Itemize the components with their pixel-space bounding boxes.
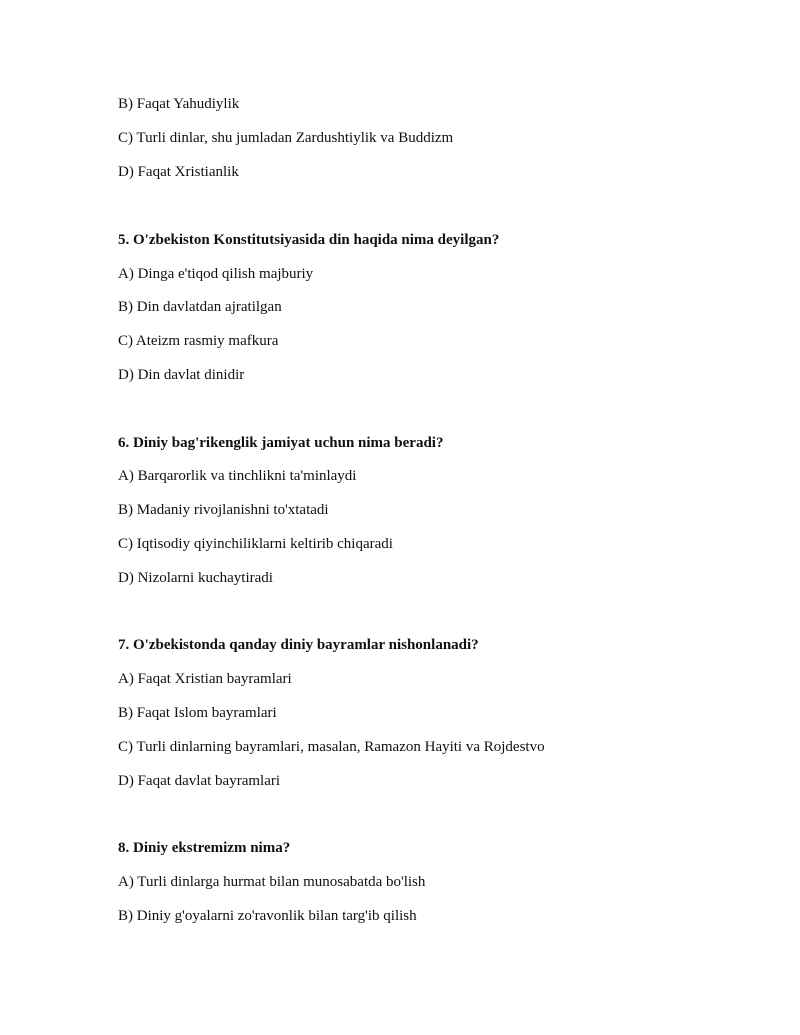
question-7-title: 7. O'zbekistonda qanday diniy bayramlar nishonlanadi?	[118, 637, 479, 653]
question-7-option-c: C) Turli dinlarning bayramlari, masalan, Ramazon Hayiti va Rojdestvo	[118, 739, 545, 755]
question-5-option-b: B) Din davlatdan ajratilgan	[118, 299, 282, 315]
question-8-title: 8. Diniy ekstremizm nima?	[118, 840, 291, 856]
question-5-title: 5. O'zbekiston Konstitutsiyasida din haqida nima deyilgan?	[118, 232, 500, 248]
question-5-option-a: A) Dinga e'tiqod qilish majburiy	[118, 266, 314, 282]
question-8-option-a: A) Turli dinlarga hurmat bilan munosabatda bo'lish	[118, 874, 426, 890]
question-8-option-b: B) Diniy g'oyalarni zo'ravonlik bilan targ'ib qilish	[118, 908, 417, 924]
question-5-option-d: D) Din davlat dinidir	[118, 367, 245, 383]
question-6-option-b: B) Madaniy rivojlanishni to'xtatadi	[118, 502, 329, 518]
question-6-option-d: D) Nizolarni kuchaytiradi	[118, 570, 273, 586]
question-7-option-b: B) Faqat Islom bayramlari	[118, 705, 277, 721]
question-7-option-a: A) Faqat Xristian bayramlari	[118, 671, 292, 687]
question-5-option-c: C) Ateizm rasmiy mafkura	[118, 333, 279, 349]
question-6-option-c: C) Iqtisodiy qiyinchiliklarni keltirib chiqaradi	[118, 536, 393, 552]
option-prev-c: C) Turli dinlar, shu jumladan Zardushtiylik va Buddizm	[118, 130, 454, 146]
option-prev-d: D) Faqat Xristianlik	[118, 164, 239, 180]
question-6-option-a: A) Barqarorlik va tinchlikni ta'minlaydi	[118, 468, 357, 484]
option-prev-b: B) Faqat Yahudiylik	[118, 96, 240, 112]
question-7-option-d: D) Faqat davlat bayramlari	[118, 773, 281, 789]
question-6-title: 6. Diniy bag'rikenglik jamiyat uchun nima beradi?	[118, 435, 444, 451]
